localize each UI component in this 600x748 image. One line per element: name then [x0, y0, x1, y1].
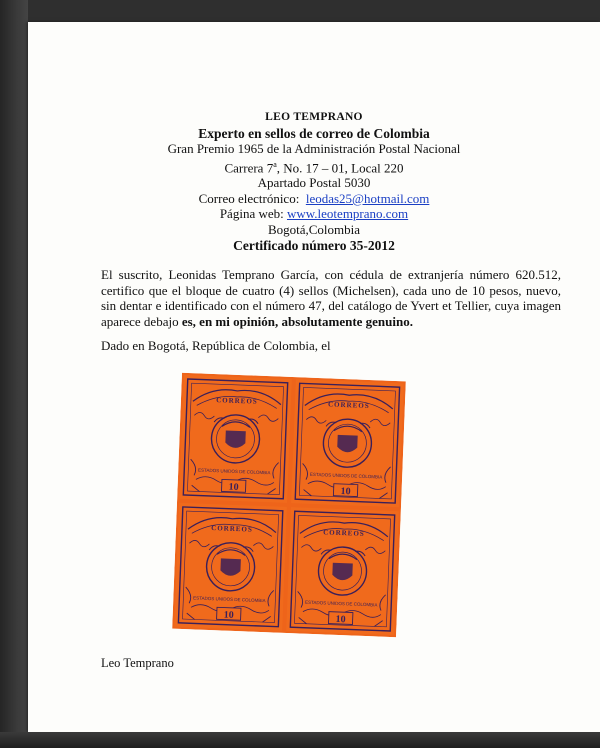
expert-subtitle: Experto en sellos de correo de Colombia	[198, 125, 430, 141]
email-label: Correo electrónico:	[198, 190, 300, 206]
web-label: Página web:	[219, 206, 284, 222]
expert-name: LEO TEMPRANO	[265, 111, 363, 123]
email-link[interactable]: leodas25@hotmail.com	[305, 190, 430, 206]
letterhead	[28, 110, 600, 237]
signature-name: Leo Temprano	[101, 656, 174, 670]
certificate-page	[28, 22, 600, 732]
body-bold: es, en mi opinión, absolutamente genuino.	[181, 313, 413, 329]
email-line	[28, 191, 600, 207]
scan-border-bottom	[0, 732, 600, 748]
given-line: Dado en Bogotá, República de Colombia, el	[101, 338, 331, 353]
web-link[interactable]: www.leotemprano.com	[286, 206, 409, 222]
city-line: Bogotá,Colombia	[267, 221, 361, 237]
body-plain: El suscrito, Leonidas Temprano García, con cédula de extranjería número 620.512, certifico que el bloque de cuatro (4) sellos (Michelsen), cada uno de 10 pesos, nuevo, sin dentar e identificado con el número 47, del catálogo de Yvert et Tellier, cuya imagen aparece debajo	[101, 267, 561, 329]
stamp-block-svg	[172, 373, 406, 637]
award-line: Gran Premio 1965 de la Administración Postal Nacional	[167, 141, 461, 156]
stamp-block-image	[172, 373, 406, 637]
certificate-title: Certificado número 35-2012	[233, 238, 395, 253]
certificate-body	[101, 267, 561, 329]
po-box-line: Apartado Postal 5030	[257, 175, 371, 191]
web-line	[28, 206, 600, 222]
address-line: Carrera 7$^a$, No. 17 – 01, Local 220	[224, 159, 404, 175]
scan-border-left	[0, 0, 28, 748]
